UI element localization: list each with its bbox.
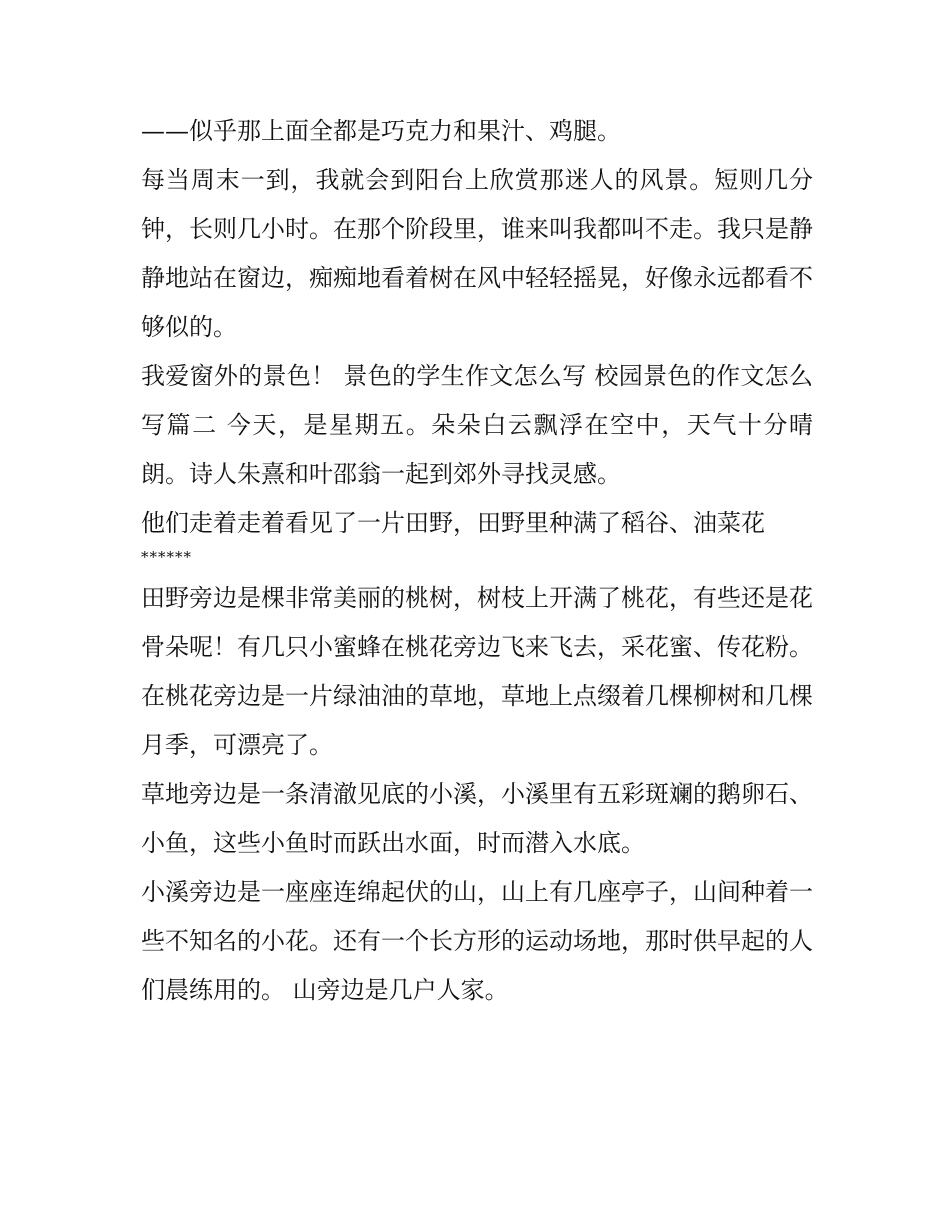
paragraph-3: 我爱窗外的景色！ 景色的学生作文怎么写 校园景色的作文怎么写篇二 今天，是星期五。朵朵白云飘浮在空中，天气十分晴朗。诗人朱熹和叶邵翁一起到郊外寻找灵感。 — [141, 362, 813, 488]
paragraph-8: 小溪旁边是一座座连绵起伏的山，山上有几座亭子，山间种着一些不知名的小花。还有一个长方形的运动场地，那时供早起的人们晨练用的。 山旁边是几户人家。 — [141, 878, 813, 1004]
paragraph-7: 草地旁边是一条清澈见底的小溪，小溪里有五彩斑斓的鹅卵石、小鱼，这些小鱼时而跃出水面，时而潜入水底。 — [141, 780, 813, 857]
paragraph-4: 他们走着走着看见了一片田野，田野里种满了稻谷、油菜花 — [141, 509, 765, 537]
paragraph-5: 田野旁边是棵非常美丽的桃树，树枝上开满了桃花，有些还是花骨朵呢！有几只小蜜蜂在桃花旁边飞来飞去，采花蜜、传花粉。 — [141, 584, 813, 661]
paragraph-2: 每当周末一到，我就会到阳台上欣赏那迷人的风景。短则几分钟，长则几小时。在那个阶段里，谁来叫我都叫不走。我只是静静地站在窗边，痴痴地看着树在风中轻轻摇晃，好像永远都看不够似的。 — [141, 166, 813, 341]
section-separator: ****** — [141, 548, 192, 566]
document-body — [141, 107, 813, 1015]
paragraph-1: ——似乎那上面全都是巧克力和果汁、鸡腿。 — [141, 117, 621, 145]
paragraph-6: 在桃花旁边是一片绿油油的草地，草地上点缀着几棵柳树和几棵月季，可漂亮了。 — [141, 682, 813, 759]
